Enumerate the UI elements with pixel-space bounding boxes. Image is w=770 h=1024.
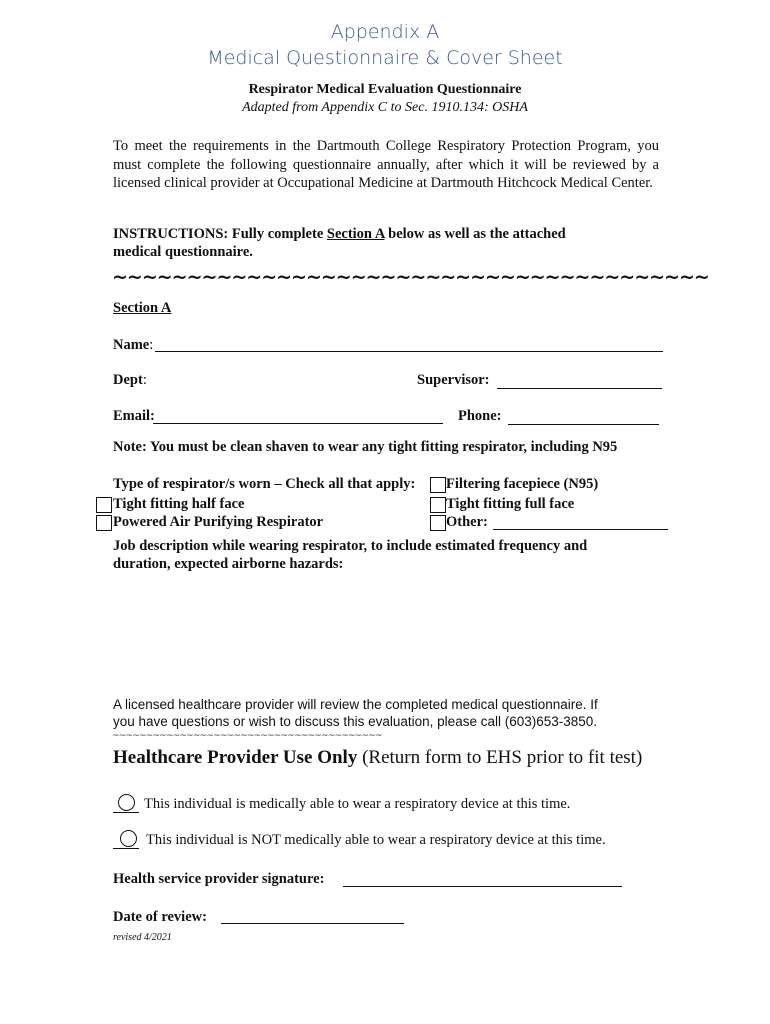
option-other: Other:	[446, 514, 488, 530]
date-of-review-field[interactable]	[221, 923, 404, 924]
signature-label: Health service provider signature:	[113, 871, 325, 887]
signature-field[interactable]	[343, 886, 622, 887]
supervisor-field[interactable]	[497, 388, 662, 389]
able-blank	[113, 812, 139, 813]
not-medically-able-text: This individual is NOT medically able to wear a respiratory device at this time.	[146, 832, 606, 848]
date-of-review-label: Date of review:	[113, 909, 207, 925]
section-a-reference: Section A	[326, 226, 385, 242]
job-description-line1: Job description while wearing respirator, to include estimated frequency and	[113, 538, 588, 554]
respirator-type-prompt: Type of respirator/s worn – Check all that apply:	[113, 476, 416, 492]
wave-divider: ~~~~~~~~~~~~~~~~~~~~~~~~~~~~~~~~~~~~~~~~	[112, 266, 709, 288]
checkbox-other[interactable]	[430, 515, 446, 531]
instructions-suffix: below as well as the attached	[384, 226, 566, 242]
form-title: Respirator Medical Evaluation Questionnaire	[248, 82, 522, 97]
review-notice-line1: A licensed healthcare provider will review the completed medical questionnaire. If	[113, 697, 598, 712]
email-field[interactable]	[153, 423, 443, 424]
shaven-note: Note: You must be clean shaven to wear any tight fitting respirator, including N95	[113, 439, 618, 455]
instructions-prefix: INSTRUCTIONS: Fully complete	[113, 226, 327, 242]
other-field[interactable]	[493, 529, 668, 530]
page-subtitle: Medical Questionnaire & Cover Sheet	[207, 47, 563, 69]
section-a-heading: Section A	[113, 300, 172, 316]
radio-medically-able[interactable]	[118, 794, 135, 811]
phone-label: Phone:	[458, 408, 502, 424]
intro-paragraph: To meet the requirements in the Dartmouth College Respiratory Protection Program, you must complete the following questionnaire annually, after which it will be reviewed by a licensed clinical provider at Occupational Medicine at Dartmouth Hitchcock Medical Center.	[113, 138, 659, 191]
thin-wave-divider: ~~~~~~~~~~~~~~~~~~~~~~~~~~~~~~~~~~~~~~~~	[112, 731, 382, 741]
radio-not-medically-able[interactable]	[120, 830, 137, 847]
instructions	[113, 226, 566, 243]
revised-date: revised 4/2021	[113, 932, 172, 943]
not-able-blank	[113, 848, 139, 849]
appendix-title: Appendix A	[330, 21, 440, 43]
phone-field[interactable]	[508, 424, 659, 425]
checkbox-filtering-facepiece[interactable]	[430, 477, 446, 493]
option-filtering-facepiece: Filtering facepiece (N95)	[446, 476, 599, 492]
name-field[interactable]	[155, 351, 663, 352]
checkbox-papr[interactable]	[96, 515, 112, 531]
checkbox-half-face[interactable]	[96, 497, 112, 513]
adapted-from: Adapted from Appendix C to Sec. 1910.134: OSHA	[242, 100, 528, 115]
checkbox-full-face[interactable]	[430, 497, 446, 513]
review-notice-line2: you have questions or wish to discuss this evaluation, please call (603)653-3850.	[113, 714, 598, 729]
provider-heading: Healthcare Provider Use Only (Return form to EHS prior to fit test)	[113, 747, 643, 768]
medically-able-text: This individual is medically able to wear a respiratory device at this time.	[144, 796, 571, 812]
supervisor-label: Supervisor:	[417, 372, 490, 388]
job-description-area[interactable]	[113, 578, 659, 688]
email-label: Email:	[113, 408, 155, 424]
option-papr: Powered Air Purifying Respirator	[113, 514, 324, 530]
job-description-line2: duration, expected airborne hazards:	[113, 556, 344, 572]
instructions-line2: medical questionnaire.	[113, 244, 253, 260]
option-full-face: Tight fitting full face	[446, 496, 575, 512]
dept-label: Dept:	[113, 372, 147, 388]
option-half-face: Tight fitting half face	[113, 496, 245, 512]
name-label: Name:	[113, 337, 154, 353]
